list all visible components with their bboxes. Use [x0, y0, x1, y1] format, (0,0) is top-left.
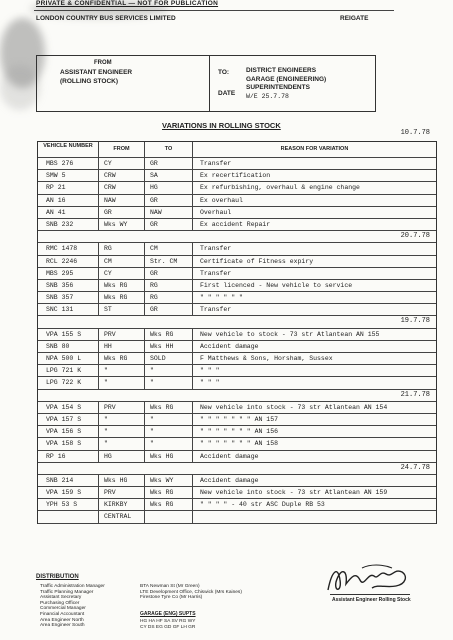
- table-row: [38, 207, 436, 219]
- from-cell: CRW: [98, 170, 144, 181]
- to-cell: Wks RG: [144, 402, 192, 413]
- vehicle-cell: RP 16: [46, 452, 66, 460]
- group-date: 20.7.78: [400, 232, 430, 241]
- scan-smudge: [0, 65, 40, 110]
- column-header-reason: REASON FOR VARIATION: [192, 142, 436, 157]
- vehicle-cell: RCL 2246: [46, 257, 78, 265]
- table-row: [38, 329, 436, 341]
- vehicle-cell: VPA 154 S: [46, 403, 82, 411]
- table-row: [38, 353, 436, 365]
- to-cell: Wks RG: [144, 499, 192, 510]
- from-cell: CM: [98, 256, 144, 267]
- table-row: [38, 402, 436, 414]
- from-cell: CY: [98, 268, 144, 279]
- to-cell: SOLD: [144, 353, 192, 364]
- to-cell: ": [144, 426, 192, 437]
- to-cell: ": [144, 377, 192, 388]
- group-date: 10.7.78: [400, 129, 430, 137]
- from-cell: ": [98, 365, 144, 376]
- distribution-entry: BTA Newman St (Mr Green): [140, 584, 200, 589]
- vehicle-cell: AN 16: [46, 196, 66, 204]
- vehicle-cell: VPA 156 S: [46, 428, 82, 436]
- to-label: TO:: [218, 69, 230, 76]
- signature: [322, 562, 418, 596]
- table-row: [38, 511, 436, 523]
- table-row: [38, 426, 436, 438]
- to-cell: RG: [144, 292, 192, 303]
- date-row: [38, 463, 436, 475]
- date-label: DATE: [218, 90, 236, 97]
- to-cell: [144, 511, 192, 522]
- to-cell: SA: [144, 170, 192, 181]
- reason-cell: Transfer: [192, 268, 436, 279]
- from-cell: ": [98, 438, 144, 449]
- from-cell: CRW: [98, 182, 144, 193]
- to-cell: Wks RG: [144, 487, 192, 498]
- garage-list: [140, 619, 195, 630]
- to-cell: GR: [144, 195, 192, 206]
- table-row: [38, 304, 436, 316]
- table-row: [38, 451, 436, 463]
- reason-cell: " " ": [192, 365, 436, 376]
- from-cell: RG: [98, 243, 144, 254]
- to-line: GARAGE (ENGINEERING): [246, 75, 327, 83]
- distribution-entry: LTE Development Office, Chiswick (Mrs Kaines): [140, 589, 242, 595]
- to-cell: GR: [144, 268, 192, 279]
- column-header-to: TO: [144, 142, 192, 157]
- to-cell: Wks HG: [144, 451, 192, 462]
- vehicle-cell: SNC 131: [46, 306, 74, 314]
- reason-cell: Accident damage: [192, 475, 436, 486]
- to-cell: NAW: [144, 207, 192, 218]
- from-dept: (ROLLING STOCK): [60, 78, 119, 85]
- to-cell: Wks RG: [144, 329, 192, 340]
- to-cell: ": [144, 414, 192, 425]
- reason-cell: " " " " " " " AN 157: [192, 414, 436, 425]
- from-cell: Wks RG: [98, 292, 144, 303]
- vehicle-cell: LPG 721 K: [46, 367, 82, 375]
- vehicle-cell: YPH 53 S: [46, 501, 78, 509]
- table-row: [38, 256, 436, 268]
- reason-cell: Accident damage: [192, 451, 436, 462]
- vehicle-cell: NPA 500 L: [46, 355, 82, 362]
- distribution-entry: Traffic Planning Manager: [40, 589, 94, 595]
- table-row: [38, 414, 436, 426]
- location-label: REIGATE: [340, 15, 369, 22]
- vehicle-cell: SNB 356: [46, 281, 74, 289]
- group-date: 21.7.78: [400, 390, 430, 399]
- to-line: SUPERINTENDENTS: [246, 84, 310, 91]
- variations-table: [37, 129, 437, 524]
- to-cell: ": [144, 438, 192, 449]
- date-row: [38, 128, 436, 139]
- reason-cell: Ex overhaul: [192, 195, 436, 206]
- from-cell: PRV: [98, 329, 144, 340]
- reason-cell: F Matthews & Sons, Horsham, Sussex: [192, 353, 436, 364]
- to-cell: CM: [144, 243, 192, 254]
- reason-cell: [192, 511, 436, 522]
- reason-cell: " " " " " " " AN 156: [192, 426, 436, 437]
- from-cell: GR: [98, 207, 144, 218]
- reason-cell: Transfer: [192, 243, 436, 254]
- vehicle-cell: VPA 155 S: [46, 330, 82, 338]
- table-row: [38, 499, 436, 511]
- distribution-entry: Firestone Tyre Co (Mr Harris): [140, 595, 203, 601]
- distribution-entry: CY DS EG GD GF LH GR: [140, 624, 196, 630]
- table-row: [38, 280, 436, 292]
- reason-cell: Transfer: [192, 158, 436, 169]
- reason-cell: " " " " " ": [192, 292, 436, 303]
- from-cell: ": [98, 377, 144, 388]
- vehicle-cell: SMW 5: [46, 172, 66, 180]
- vehicle-cell: SNB 357: [46, 294, 74, 302]
- to-cell: GR: [144, 304, 192, 315]
- table-row: [38, 365, 436, 377]
- vehicle-cell: VPA 157 S: [46, 415, 82, 423]
- from-cell: KIRKBY: [98, 499, 144, 510]
- table-row: [38, 243, 436, 255]
- company-name: LONDON COUNTRY BUS SERVICES LIMITED: [36, 15, 176, 22]
- reason-cell: " " " " - 40 str ASC Duple RB 53: [192, 499, 436, 510]
- vehicle-cell: RP 21: [46, 184, 66, 192]
- distribution-list-external: [140, 584, 242, 601]
- reason-cell: New vehicle to stock - 73 str Atlantean AN 155: [192, 329, 436, 340]
- from-cell: Wks WY: [98, 219, 144, 230]
- reason-cell: " " ": [192, 377, 436, 388]
- to-cell: GR: [144, 158, 192, 169]
- from-cell: HH: [98, 341, 144, 352]
- document-title: VARIATIONS IN ROLLING STOCK: [162, 121, 281, 130]
- from-cell: Wks RG: [98, 353, 144, 364]
- column-header-vehicle: VEHICLE NUMBER: [43, 143, 93, 149]
- reason-cell: New vehicle into stock - 73 str Atlantean AN 159: [192, 487, 436, 498]
- to-cell: RG: [144, 280, 192, 291]
- vehicle-cell: VPA 159 S: [46, 489, 82, 497]
- table-row: [38, 170, 436, 182]
- table-row: [38, 268, 436, 280]
- reason-cell: Transfer: [192, 304, 436, 315]
- vehicle-cell: SNB 80: [46, 342, 70, 350]
- to-cell: HG: [144, 182, 192, 193]
- to-cell: GR: [144, 219, 192, 230]
- date-row: [38, 390, 436, 402]
- group-date: 24.7.78: [400, 463, 430, 472]
- reason-cell: Ex accident Repair: [192, 219, 436, 230]
- table-row: [38, 377, 436, 389]
- table-row: [38, 158, 436, 170]
- table-row: [38, 292, 436, 304]
- table-row: [38, 182, 436, 194]
- reason-cell: New vehicle into stock - 73 str Atlantean AN 154: [192, 402, 436, 413]
- reason-cell: Ex refurbishing, overhaul & engine change: [192, 182, 436, 193]
- top-rule: [34, 10, 394, 11]
- to-cell: Str. CM: [144, 256, 192, 267]
- date-value: W/E 25.7.78: [246, 93, 289, 100]
- from-cell: PRV: [98, 402, 144, 413]
- date-row: [38, 316, 436, 328]
- vehicle-cell: MBS 276: [46, 160, 74, 167]
- distribution-entry: Area Engineer South: [40, 623, 85, 629]
- from-cell: ": [98, 426, 144, 437]
- vehicle-cell: LPG 722 K: [46, 379, 82, 387]
- from-cell: HG: [98, 451, 144, 462]
- table-row: [38, 219, 436, 231]
- distribution-label: DISTRIBUTION: [36, 574, 79, 580]
- distribution-entry: Traffic Administration Manager: [40, 584, 105, 589]
- group-date: 19.7.78: [400, 317, 430, 326]
- vehicle-cell: MBS 295: [46, 269, 74, 277]
- table-row: [38, 195, 436, 207]
- to-cell: ": [144, 365, 192, 376]
- column-header-from: FROM: [98, 142, 144, 157]
- from-label: FROM: [94, 60, 112, 66]
- from-cell: Wks HG: [98, 475, 144, 486]
- reason-cell: Ex recertification: [192, 170, 436, 181]
- from-cell: CENTRAL: [98, 511, 144, 522]
- table-row: [38, 475, 436, 487]
- from-cell: Wks RG: [98, 280, 144, 291]
- to-cell: Wks HH: [144, 341, 192, 352]
- distribution-entry: Purchasing Officer: [40, 600, 80, 606]
- from-cell: ST: [98, 304, 144, 315]
- distribution-entry: Financial Accountant: [40, 611, 85, 617]
- table-header-row: [38, 142, 436, 158]
- distribution-entry: Assistant Secretary: [40, 595, 82, 601]
- reason-cell: Overhaul: [192, 207, 436, 218]
- distribution-entry: Commercial Manager: [40, 606, 86, 612]
- vehicle-cell: SNB 232: [46, 220, 74, 228]
- to-cell: Wks WY: [144, 475, 192, 486]
- table-row: [38, 341, 436, 353]
- signature-title: Assistant Engineer Rolling Stock: [332, 597, 411, 603]
- date-row: [38, 231, 436, 243]
- table-row: [38, 438, 436, 450]
- from-cell: CY: [98, 158, 144, 169]
- vehicle-cell: [38, 511, 98, 522]
- vehicle-cell: RMC 1478: [46, 245, 78, 253]
- from-cell: ": [98, 414, 144, 425]
- from-cell: NAW: [98, 195, 144, 206]
- distribution-entry: HG HA HF SA SV RG WY: [140, 619, 196, 624]
- confidential-banner: PRIVATE & CONFIDENTIAL — NOT FOR PUBLICATION: [36, 0, 219, 7]
- reason-cell: " " " " " " " AN 158: [192, 438, 436, 449]
- to-line: DISTRICT ENGINEERS: [246, 67, 317, 74]
- to-recipients: [246, 67, 326, 93]
- vehicle-cell: SNB 214: [46, 476, 74, 484]
- reason-cell: Accident damage: [192, 341, 436, 352]
- garage-label: GARAGE (ENG) SUPTS: [140, 611, 196, 617]
- from-name: ASSISTANT ENGINEER: [60, 69, 133, 76]
- vehicle-cell: VPA 158 S: [46, 440, 82, 448]
- reason-cell: First licenced - New vehicle to service: [192, 280, 436, 291]
- distribution-entry: Area Engineer North: [40, 617, 84, 623]
- from-cell: PRV: [98, 487, 144, 498]
- table-row: [38, 487, 436, 499]
- vehicle-cell: AN 41: [46, 208, 66, 216]
- reason-cell: Certificate of Fitness expiry: [192, 256, 436, 267]
- signature-line: [330, 594, 410, 595]
- distribution-list: [40, 584, 105, 629]
